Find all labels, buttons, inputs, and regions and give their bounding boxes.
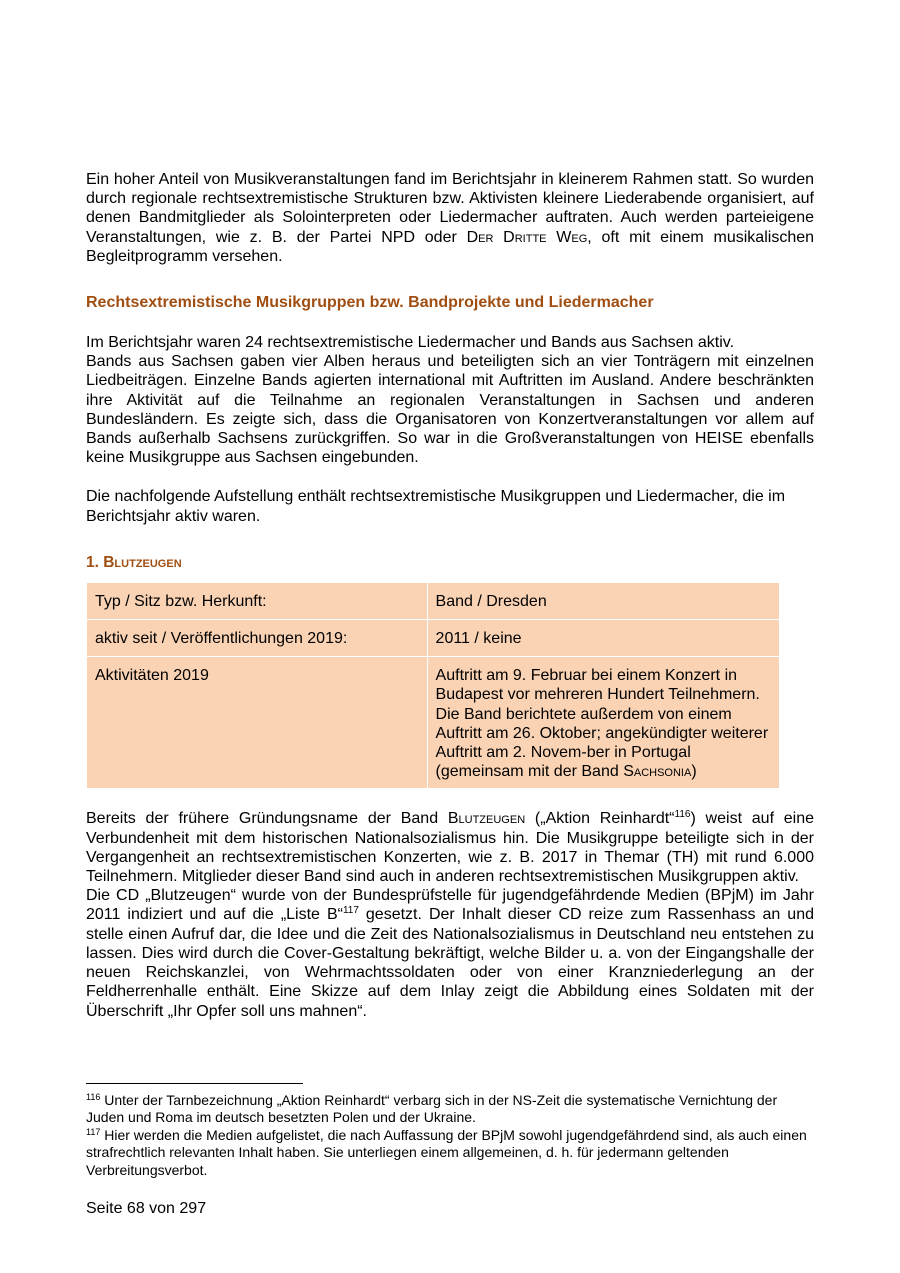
intro-text-end: , oft mit einem musikalischen Begleitprogramm versehen. bbox=[86, 228, 815, 265]
table-cell-label: aktiv seit / Veröffentlichungen 2019: bbox=[87, 620, 428, 657]
section-paragraph-1-line1: Im Berichtsjahr waren 24 rechtsextremistische Liedermacher und Bands aus Sachsen aktiv. bbox=[86, 334, 735, 352]
footnote-text: Unter der Tarnbezeichnung „Aktion Reinhardt“ verbarg sich in der NS-Zeit die systematische Vernichtung der Juden und Roma im deutsch besetzten Polen und der Ukraine. bbox=[86, 1092, 778, 1126]
table-cell-value: Band / Dresden bbox=[427, 582, 779, 619]
section-paragraph-1-cont: Bands aus Sachsen gaben vier Alben heraus und beteiligten sich an vier Tonträgern mit einzelnen Liedbeiträgen. Einzelne Bands agierten international mit Auftritten im Ausland. Andere beschränkten ihre Aktivität auf die Teilnahme an regionalen Veranstaltungen in Sachsen und anderen Bundesländern. Es zeigte sich, dass die Organisatoren von Konzertveranstaltungen vor allem auf Bands außerhalb Sachsens zurückgriffen. So war in die Großveranstaltungen von HEISE ebenfalls keine Musikgruppe aus Sachsen eingebunden. bbox=[86, 353, 814, 467]
table-row bbox=[87, 582, 780, 619]
body-paragraph-1 bbox=[86, 809, 814, 886]
section-heading: Rechtsextremistische Musikgruppen bzw. Bandprojekte und Liedermacher bbox=[86, 294, 654, 312]
intro-paragraph bbox=[86, 170, 814, 266]
related-band-name: Sachsonia bbox=[623, 763, 692, 781]
section-paragraph-1 bbox=[86, 333, 814, 352]
page-number: Seite 68 von 297 bbox=[86, 1200, 207, 1217]
body-text: Bereits der frühere Gründungsname der Band bbox=[86, 810, 448, 828]
organization-name: Der Dritte Weg bbox=[466, 228, 588, 246]
table-row bbox=[87, 620, 780, 657]
body-text: ) weist auf eine Verbundenheit mit dem historischen Nationalsozialismus hin. Die Musikgruppe beteiligte sich in der Vergangenheit an rechtsextremistischen Konzerten, wie z. B. 2017 in Themar (TH) mit rund 6.000 Teilnehmern. Mitglieder dieser Band sind auch in anderen rechtsextremistischen Musikgruppen aktiv. bbox=[86, 810, 815, 886]
intro-text-start: Ein hoher Anteil von Musikveranstaltungen fand im Berichtsjahr in kleinerem Rahmen statt. So wurden durch regionale rechtsextremistische Strukturen bzw. Aktivisten kleinere Liederabende organisiert, auf denen Bandmitglieder als Solointerpreten oder Liedermacher auftraten. Auch werden parteieigene Veranstaltungen, wie z. B. der Partei NPD oder bbox=[86, 171, 814, 246]
table-cell-value bbox=[427, 657, 779, 789]
table-cell-value: 2011 / keine bbox=[427, 620, 779, 657]
activities-text-end: ) bbox=[691, 763, 697, 781]
table-row bbox=[87, 657, 780, 789]
section-paragraph-2: Die nachfolgende Aufstellung enthält rechtsextremistische Musikgruppen und Liedermacher, die im Berichtsjahr aktiv waren. bbox=[86, 488, 786, 525]
body-paragraph-2 bbox=[86, 886, 814, 1020]
body-text: Die CD „Blutzeugen“ wurde von der Bundesprüfstelle für jugendgefährdende Medien (BPjM) im Jahr 2011 indiziert und auf die „Liste B“ bbox=[86, 887, 814, 924]
body-text: („Aktion Reinhardt“ bbox=[525, 810, 675, 828]
footnote-117 bbox=[86, 1127, 814, 1179]
footnote-number: 116 bbox=[86, 1092, 101, 1102]
footnote-text: Hier werden die Medien aufgelistet, die nach Auffassung der BPjM sowohl jugendgefährdend sind, als auch einen strafrechtlich relevanten Inhalt haben. Sie unterliegen einem allgemeinen, d. h. für jedermann geltenden Verbreitungsverbot. bbox=[86, 1126, 807, 1178]
footnote-divider bbox=[86, 1083, 303, 1084]
footnote-ref-117[interactable]: 117 bbox=[342, 905, 359, 917]
footnote-number: 117 bbox=[86, 1126, 101, 1137]
footnotes bbox=[86, 1092, 814, 1179]
body-text: gesetzt. Der Inhalt dieser CD reize zum Rassenhass an und stelle einen Aufruf dar, die Idee und die Zeit des Nationalsozialismus in Deutschland neu entstehen zu lassen. Dies wird durch die Cover-Gestaltung bekräftigt, welche Bilder u. a. von der Eingangshalle der neuen Reichskanzlei, von Wehrmachtssoldaten oder von einer Kranzniederlegung an der Feldherrenhalle enthält. Eine Skizze auf dem Inlay zeigt die Abbildung eines Soldaten mit der Überschrift „Ihr Opfer soll uns mahnen“. bbox=[86, 906, 814, 1020]
footnote-116 bbox=[86, 1092, 814, 1127]
band-heading: 1. Blutzeugen bbox=[86, 553, 182, 571]
activities-text: Auftritt am 9. Februar bei einem Konzert in Budapest vor mehreren Hundert Teilnehmern. Die Band berichtete außerdem von einem Auftritt am 26. Oktober; angekündigter weiterer Auftritt am 2. Novem-ber in Portugal (gemeinsam mit der Band bbox=[435, 667, 769, 781]
page-content bbox=[86, 170, 814, 1021]
table-cell-label: Aktivitäten 2019 bbox=[87, 657, 428, 789]
footnote-ref-116[interactable]: 116 bbox=[674, 809, 691, 821]
band-name: Blutzeugen bbox=[447, 810, 526, 828]
band-info-table bbox=[86, 582, 780, 790]
table-cell-label: Typ / Sitz bzw. Herkunft: bbox=[87, 582, 428, 619]
